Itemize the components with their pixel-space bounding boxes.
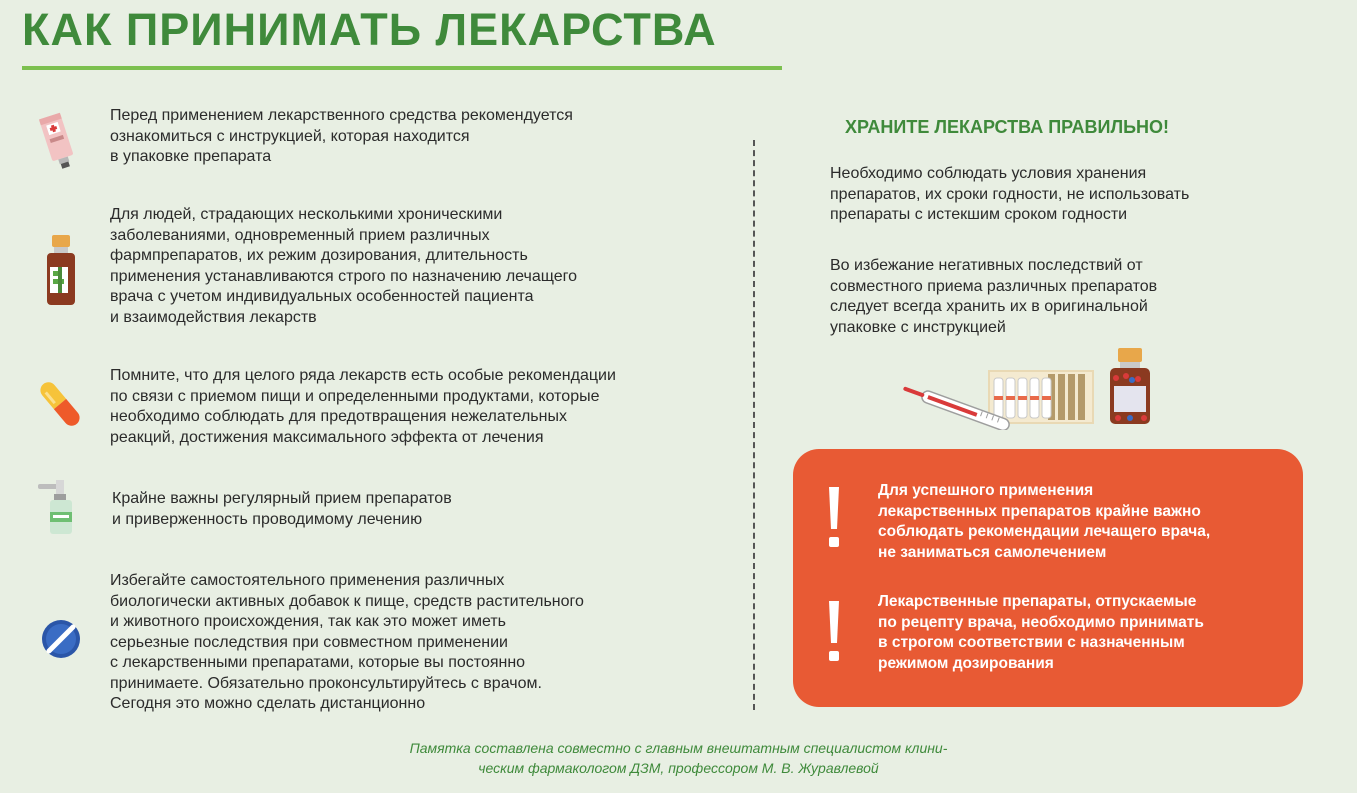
instruction-text-2: Для людей, страдающих несколькими хроническими заболеваниями, одновременный прием различных фармпрепаратов, их режим дозирования, длительность применения устанавливаются строго по назначению лечащего врача с учетом индивидуальных особенностей пациента и взаимодействия лекарств <box>110 206 578 326</box>
instruction-text-3: Помните, что для целого ряда лекарств есть особые рекомендации по связи с приемом пищи и определенными продуктами, которые необходимо соблюдать для предотвращения нежелательных реакций, достижения максимального эффекта от лечения <box>110 367 616 446</box>
medicine-storage-illustration <box>898 346 1158 435</box>
warning-box <box>793 449 1303 707</box>
title-underline <box>22 66 782 70</box>
exclamation-icon <box>827 487 841 554</box>
instruction-text-4: Крайне важны регулярный прием препаратов и приверженность проводимому лечению <box>112 490 452 528</box>
storage-heading: ХРАНИТЕ ЛЕКАРСТВА ПРАВИЛЬНО! <box>845 117 1170 137</box>
warning-text-1: Для успешного применения лекарственных препаратов крайне важно соблюдать рекомендации лечащего врача, не заниматься самолечением <box>878 482 1211 561</box>
capsule-icon <box>40 380 80 433</box>
exclamation-icon <box>827 601 841 668</box>
medicine-bottle-icon <box>44 233 78 312</box>
column-divider <box>753 140 755 710</box>
footer-note: Памятка составлена совместно с главным внештатным специалистом клини- ческим фармакологом ДЗМ, профессором М. В. Журавлевой <box>409 740 948 776</box>
ointment-tube-icon <box>36 108 84 175</box>
spray-bottle-icon <box>36 478 80 541</box>
storage-paragraph-1: Необходимо соблюдать условия хранения препаратов, их сроки годности, не использовать препараты с истекшим сроком годности <box>830 165 1190 223</box>
instruction-text-1: Перед применением лекарственного средства рекомендуется ознакомиться с инструкцией, которая находится в упаковке препарата <box>110 107 573 165</box>
instruction-text-5: Избегайте самостоятельного применения различных биологически активных добавок к пище, средств растительного и животного происхождения, так как это может иметь серьезные последствия при совместном применении с лекарственными препаратами, которые вы постоянно принимаете. Обязательно проконсультируйтесь с врачом. Сегодня это можно сделать дистанционно <box>110 572 584 712</box>
storage-paragraph-2: Во избежание негативных последствий от совместного приема различных препаратов следует всегда хранить их в оригинальной упаковке с инструкцией <box>830 257 1158 336</box>
warning-text-2: Лекарственные препараты, отпускаемые по рецепту врача, необходимо принимать в строгом соответствии с назначенным режимом дозирования <box>878 593 1204 672</box>
tablet-icon <box>40 618 82 665</box>
page-title: КАК ПРИНИМАТЬ ЛЕКАРСТВА <box>22 4 717 55</box>
